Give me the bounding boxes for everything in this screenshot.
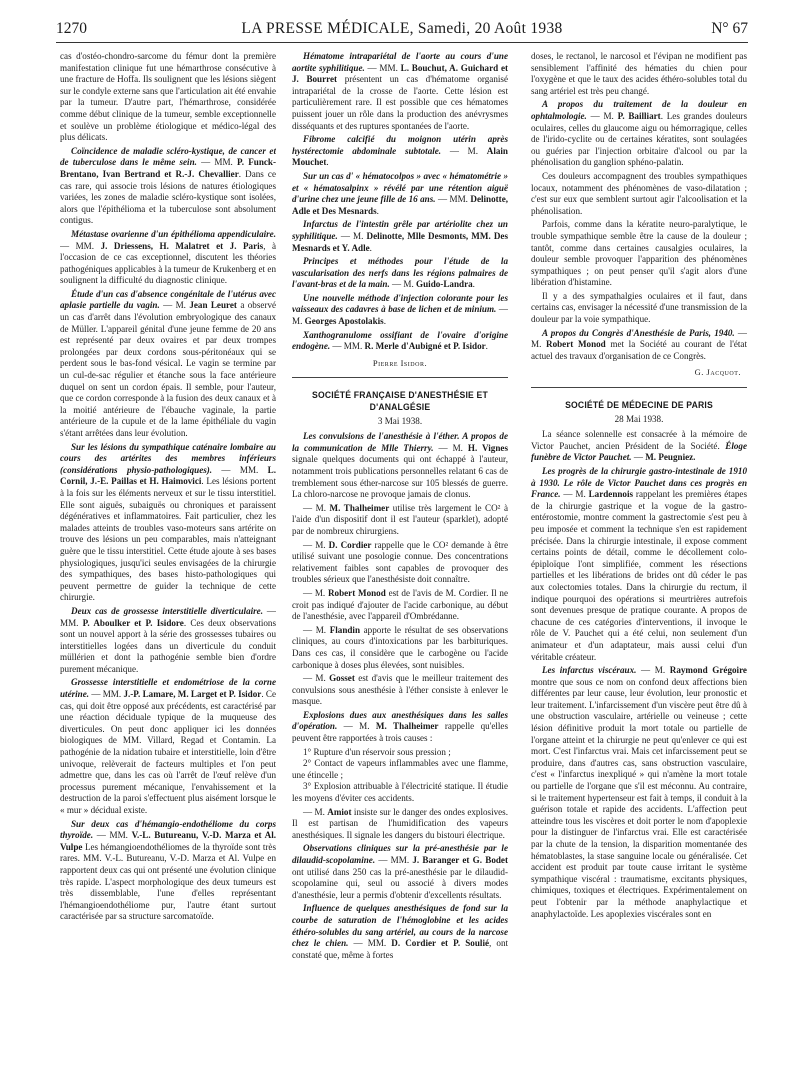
abstract: Sur un cas d' « hématocolpos » avec « hématométrie » et « hématosalpinx » révélé par une rétention aiguë d'urine chez une jeune fille de 16 ans. — MM. Delinotte, Adle et Des Mesnards. bbox=[292, 170, 508, 216]
abstract: — M. Gosset est d'avis que le meilleur traitement des convulsions sous anesthésie à l'éther consiste à enlever le masque. bbox=[292, 673, 508, 707]
abstract: Coïncidence de maladie scléro-kystique, de cancer et de tuberculose dans le même sein. — MM. P. Funck-Brentano, Ivan Bertrand et R.-J. Chevallier. Dans ce cas rare, qui associe trois lésions de natures étiologiques variées, les zones de maladie scléro-kystique sont isolées, alors que l'épithélioma et la tuberculose sont absolument contigus. bbox=[60, 145, 276, 226]
abstract: — M. Flandin apporte le résultat de ses observations cliniques, au cours d'intoxications par les barbituriques. Dans ces cas, il considère que le carbogène ou l'acide carbonique à doses plus élevées, sont nuisibles. bbox=[292, 624, 508, 670]
paragraph: La séance solennelle est consacrée à la mémoire de Victor Pauchet, ancien Président de la Société. Éloge funèbre de Victor Pauchet. — M. Peugniez. bbox=[531, 429, 747, 463]
issue-number: N° 67 bbox=[711, 20, 748, 37]
abstract: A propos du Congrès d'Anesthésie de Paris, 1940. — M. Robert Monod met la Société au courant de l'état actuel des travaux d'organisation de ce Congrès. bbox=[531, 327, 747, 361]
section-title: SOCIÉTÉ FRANÇAISE D'ANESTHÉSIE ET D'ANALGÉSIE bbox=[312, 390, 488, 414]
list-item: 2° Contact de vapeurs inflammables avec une flamme, une étincelle ; bbox=[292, 758, 508, 780]
section-date: 28 Mai 1938. bbox=[614, 413, 664, 424]
continued-text: doses, le rectanol, le narcosol et l'évipan ne modifient pas sensiblement l'affinité des hématies du chien pour l'oxygène et que le taux des acides éthéro-solubles total du sang artériel est très peu changé. bbox=[531, 51, 747, 96]
abstract: Métastase ovarienne d'un épithélioma appendiculaire. — MM. J. Driessens, H. Malatret et J. Paris, à l'occasion de ce cas exceptionnel, discutent les théories pathogéniques applicables à la tumeur de Krukenberg et en soulignent la difficulté du diagnostic clinique. bbox=[60, 228, 276, 286]
abstract: Fibrome calcifié du moignon utérin après hystérectomie abdominale subtotale. — M. Alain Mouchet. bbox=[292, 134, 508, 168]
abstract: Influence de quelques anesthésiques de fond sur la courbe de saturation de l'hémoglobine et les acides éthéro-solubles du sang artériel, au cours de la narcose chez le chien. — MM. D. Cordier et P. Soulié, ont constaté que, même à fortes bbox=[292, 903, 508, 960]
page-header bbox=[56, 20, 748, 43]
abstract: Les infarctus viscéraux. — M. Raymond Grégoire montre que sous ce nom on confond deux affections bien différentes par leur cause, leur évolution, leur pronostic et leur traitement. L'infarcissement d'un viscère peut être dû à une obstruction vasculaire, artérielle ou veineuse ; cette lésion définitive produit la mort totale ou partielle de l'organe atteint et la chirurgie ne peut qu'enlever ce qui est mort. C'est l'infarctus vrai. Mais cet infarcissement peut se produire, dans d'autres cas, sans obstruction vasculaire, c'est « l'infarctus inexpliqué » qui n'amène la mort totale ou partielle de l'organe que s'il est méconnu. Au contraire, si le traitement hypertenseur est fait à temps, il conduit à la guérison totale et rapide des accidents. L'affection peut atteindre tous les viscères et doit porter le nom d'apoplexie pour la distinguer de l'infarctus vrai. Elle est caractérisée par la chute de la tension, la disparition momentanée des hématoblastes, la stase sanguine locale ou généralisée. Cet accident est produit par toute cause irritant le système sympathique viscéral : traumatisme, excitants physiques, chimiques, toxiques et électriques. Expérimentalement on peut l'obtenir par la méthode anaphylactique et anaphylactoïde. Les apoplexies viscérales sont en bbox=[531, 665, 747, 919]
abstract: Les progrès de la chirurgie gastro-intestinale de 1910 à 1930. Le rôle de Victor Pauchet dans ces progrès en France. — M. Lardennois rappelant les premières étapes de la chirurgie gastrique et la vogue de la gastro-entérostomie, montre comment la gastrectomie s'est peu à peu imposée et comment la technique s'en est rapidement précisée. Dans la chirurgie intestinale, il expose comment certains points de détail, comme le décollement colo-épiploïque l'ont simplifiée, comment les résections partielles et les libérations de brides ont dû céder le pas aux colectomies totales. Dans la chirurgie du rectum, il indique pourquoi des opérations si meurtrières autrefois sont devenues presque de pratique courante. A propos de chacune de ces catégories d'interventions, il invoque le rôle de V. Pauchet qui a été celui, non seulement d'un animateur et d'un adaptateur, mais aussi celui d'un véritable créateur. bbox=[531, 466, 747, 662]
paragraph: Parfois, comme dans la kératite neuro-paralytique, le trouble sympathique semble être la cause de la douleur ; tantôt, comme dans certaines causalgies oculaires, la douleur semble provoquer l'apparition des phénomènes sympathiques ; on peut penser qu'il s'agit alors d'une libération d'histamine. bbox=[531, 219, 747, 288]
page-number: 1270 bbox=[56, 20, 87, 37]
abstract: Deux cas de grossesse interstitielle diverticulaire. — MM. P. Aboulker et P. Isidore. Ces deux observations sont un nouvel apport à la série des grossesses tubaires ou interstitielles logées dans un diverticule du conduit müllérien et dont la pathogénie semble bien d'ordre purement mécanique. bbox=[60, 605, 276, 674]
section-title: SOCIÉTÉ DE MÉDECINE DE PARIS bbox=[565, 400, 713, 412]
abstract: A propos du traitement de la douleur en ophtalmologie. — M. P. Bailliart. Les grandes douleurs oculaires, celles du glaucome aigu ou hémorragique, celles de l'irido-cyclite ou de certaines kératites, sont soulagées ou guéries par l'injection orbitaire d'alcool ou par la phénolisation du ganglion sphéno-palatin. bbox=[531, 99, 747, 168]
abstract: Hématome intrapariétal de l'aorte au cours d'une aortite syphilitique. — MM. L. Bouchut, A. Guichard et J. Bourret présentent un cas d'hématome organisé intrapariétal de la crosse de l'aorte. Cette lésion est particulièrement rare. Il est possible que ces hématomes puissent jouer un rôle dans la production des anévrysmes disséquants et des ruptures spontanées de l'aorte. bbox=[292, 51, 508, 131]
paragraph: Il y a des sympathalgies oculaires et il faut, dans certains cas, envisager la nécessité d'une transmission de la douleur par la voie sympathique. bbox=[531, 290, 747, 325]
abstract: Principes et méthodes pour l'étude de la vascularisation des nerfs dans les régions palmaires de l'avant-bras et de la main. — M. Guido-Landra. bbox=[292, 256, 508, 290]
abstract: Grossesse interstitielle et endométriose de la corne utérine. — MM. J.-P. Lamare, M. Larget et P. Isidor. Ce cas, qui doit être opposé aux précédents, est caractérisé par une réaction déciduale typique de la muqueuse des diverticules. On peut donc appliquer ici les données biologiques de MM. Villard, Regad et Contamin. La pathogénie de la nidation tubaire et interstitielle, loin d'être univoque, relèverait de facteurs multiples et l'on peut admettre que, dans les cas où l'arrêt de l'œuf relève d'un processus purement mécanique, l'envahissement et la destruction de la paroi s'effectuent plus aisément lorsque le « mur » décidual existe. bbox=[60, 677, 276, 815]
numbered-list bbox=[292, 747, 508, 805]
abstract: Une nouvelle méthode d'injection colorante pour les vaisseaux des cadavres à base de lichen et de minium. — M. Georges Apostolakis. bbox=[292, 292, 508, 327]
column-left bbox=[60, 51, 276, 1081]
abstract: Xanthogranulome ossifiant de l'ovaire d'origine endogène. — MM. R. Merle d'Aubigné et P. Isidor. bbox=[292, 329, 508, 352]
signature: G. Jacquot. bbox=[694, 367, 741, 378]
column-middle bbox=[292, 51, 508, 1081]
abstract: — M. Amiot insiste sur le danger des ondes explosives. Il est partisan de l'humidification des vapeurs anesthésiques. Il signale les dangers du bistouri électrique. bbox=[292, 806, 508, 840]
section-divider bbox=[292, 377, 508, 378]
list-item: 1° Rupture d'un réservoir sous pression ; bbox=[303, 746, 451, 757]
abstract: Sur les lésions du sympathique caténaire lombaire au cours des artérites des membres inférieurs (considérations physio-pathologiques). — MM. L. Cornil, J.-E. Paillas et H. Haimovici. Les lésions portent à la fois sur les éléments nerveux et sur le tissu interstitiel. Elle sont aiguës, subaiguës ou chroniques et paraissent dégénératives et inflammatoires. Fait particulier, chez les malades atteints de troubles vaso-moteurs sans artérite on trouve des lésions un peu comparables, mais n'atteignant guère que le tissu interstitiel. Cette étude ajoute à ses bases physiologiques, jusqu'ici seules envisagées de la chirurgie des sympathiques, des bases histo-pathologiques qui peuvent permettre de guider la technique de cette chirurgie. bbox=[60, 441, 276, 603]
abstract: — M. D. Cordier rappelle que le CO² demande à être utilisé suivant une posologie connue. Des concentrations relativement faibles sont capables de provoquer des troubles sérieux que l'anesthésiste doit connaître. bbox=[292, 539, 508, 585]
paragraph: Ces douleurs accompagnent des troubles sympathiques locaux, notamment des phénomènes de vaso-dilatation ; c'est sur eux que semblent surtout agir l'alcoolisation et la phénolisation. bbox=[531, 170, 747, 216]
abstract: Étude d'un cas d'absence congénitale de l'utérus avec aplasie partielle du vagin. — M. Jean Leuret a observé un cas d'arrêt dans l'évolution embryologique des canaux de Müller. L'appareil génital d'une jeune femme de 20 ans est représenté par deux ovaires et par deux trompes prolongées par deux cordons sous-péritonéaux qui se perdent sous le bas-fond vésical. Le vagin se termine par un cul-de-sac régulier et étanche sous la face antérieure duquel on sent un cordon épais. Il semble, pour l'auteur, que ce cordon corresponde à la fusion des deux canaux et à la moitié antérieure de l'ébauche vaginale, la partie antérieure de la cupule et de la lame épithéliale du vagin s'étant arrêtées dans leur évolution. bbox=[60, 288, 276, 438]
journal-title: LA PRESSE MÉDICALE, Samedi, 20 Août 1938 bbox=[241, 20, 563, 37]
abstract: Explosions dues aux anesthésiques dans les salles d'opération. — M. M. Thalheimer rappelle qu'elles peuvent être rapportées à trois causes : bbox=[292, 709, 508, 744]
abstract: Observations cliniques sur la pré-anesthésie par le dilaudid-scopolamine. — MM. J. Baranger et G. Bodet ont utilisé dans 250 cas la pré-anesthésie par le dilaudid-scopolamine qui, seul ou associé à divers modes d'anesthésie, leur a permis d'obtenir d'excellents résultats. bbox=[292, 843, 508, 900]
list-item: 3° Explosion attribuable à l'électricité statique. Il étudie les moyens d'éviter ces accidents. bbox=[292, 781, 508, 804]
column-right bbox=[531, 51, 747, 1081]
section-date: 3 Mai 1938. bbox=[377, 415, 423, 426]
abstract: — M. M. Thalheimer utilise très largement le CO² à l'aide d'un dispositif dont il est l'auteur (sparklet), adopté par de nombreux chirurgiens. bbox=[292, 502, 508, 536]
abstract: Sur deux cas d'hémangio-endothéliome du corps thyroïde. — MM. V.-L. Butureanu, V.-D. Marza et Al. Vulpe Les hémangioendothéliomes de la thyroïde sont très rares. MM. V.-L. Butureanu, V.-D. Marza et Al. Vulpe en rapportent deux cas qui ont présenté une évolution clinique très rapide. L'aspect morphologique des deux tumeurs est très dissemblable, l'une d'elles représentant l'hémangioendothéliome pur, l'autre étant surtout caractérisée par sa structure sarcomatoïde. bbox=[60, 818, 276, 922]
abstract: — M. Robert Monod est de l'avis de M. Cordier. Il ne croit pas indiqué d'ajouter de l'acide carbonique, au début de l'anesthésie, avec l'appareil d'Ombrédanne. bbox=[292, 587, 508, 622]
abstract: Infarctus de l'intestin grêle par artériolite chez un syphilitique. — M. Delinotte, Mlle Desmonts, MM. Des Mesnards et Y. Adle. bbox=[292, 219, 508, 253]
abstract: Les convulsions de l'anesthésie à l'éther. A propos de la communication de Mlle Thierry. — M. H. Vignes signale quelques documents qui ont échappé à l'auteur, notamment trois publications personnelles relatant 6 cas de tremblement sous éther-narcose sur 105 blessés de guerre. La chloro-narcose ne provoque jamais de clonus. bbox=[292, 431, 508, 500]
signature: Pierre Isidor. bbox=[372, 357, 428, 368]
continued-text: cas d'ostéo-chondro-sarcome du fémur dont la première manifestation clinique fut une hémarthrose consécutive à une fracture de Hoffa. Ils soulignent que les lésions siègent sur le condyle externe sans que l'articulation ait été envahie par la tumeur. D'autre part, l'hémarthrose, considérée comme début clinique de la tumeur, semble exceptionnelle et soulève un problème étiologique et médico-légal des plus délicats. bbox=[60, 51, 276, 143]
section-divider bbox=[531, 387, 747, 388]
